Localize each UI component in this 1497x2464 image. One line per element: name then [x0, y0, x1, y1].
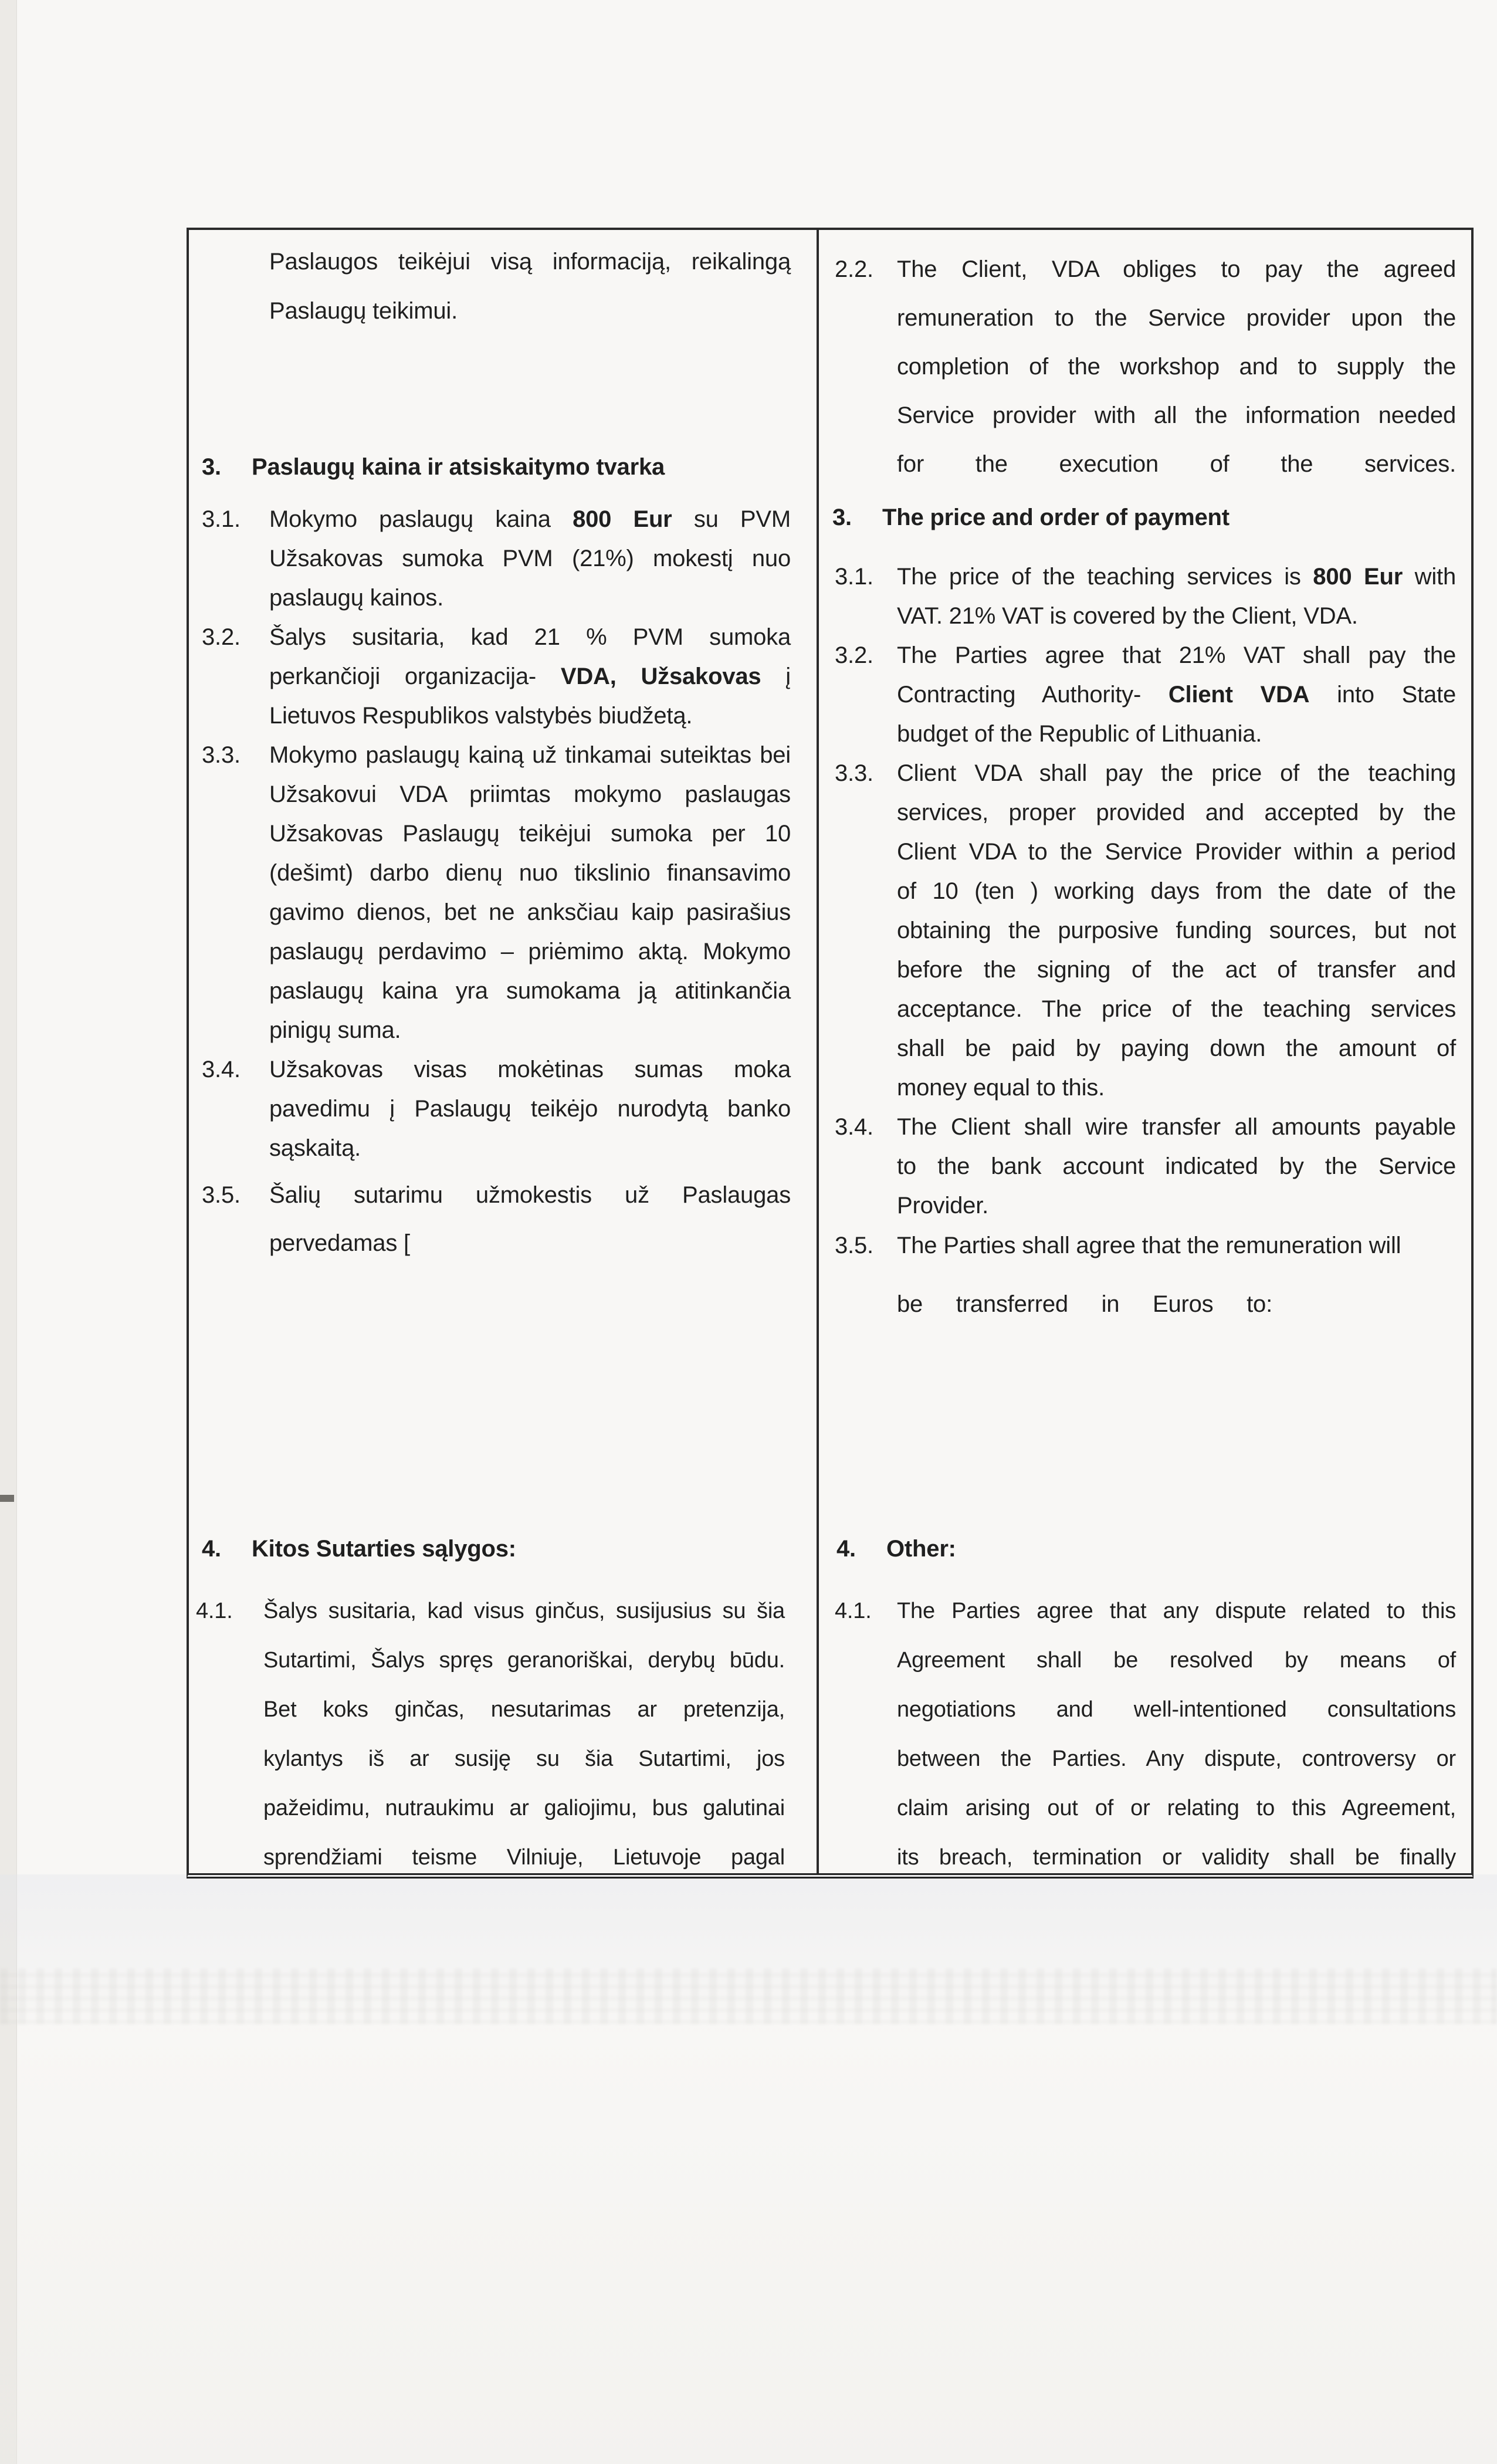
text-line: Šalys susitaria, kad visus ginčus, susijusius su šia — [263, 1599, 785, 1623]
text-line: negotiations and well-intentioned consultations — [897, 1697, 1456, 1722]
text-line: between the Parties. Any dispute, controversy or — [897, 1747, 1456, 1771]
text-line: sąskaitą. — [269, 1135, 361, 1161]
text-line: Service provider with all the information needed — [897, 402, 1456, 428]
clause-number: 3.3. — [835, 760, 873, 786]
clause-number: 3.4. — [835, 1114, 873, 1140]
text-line: budget of the Republic of Lithuania. — [897, 721, 1262, 747]
section-3-heading-lt — [202, 454, 665, 480]
text-line: (dešimt) darbo dienų nuo tikslinio finansavimo — [269, 860, 791, 886]
clause-text-line: The Parties shall agree that the remuneration will — [897, 1233, 1401, 1258]
clause-text — [897, 636, 1456, 754]
scan-edge-mark — [0, 1495, 14, 1502]
text-line: Užsakovas Paslaugų teikėjui sumoka per 10 — [269, 821, 791, 847]
section-number: 3. — [832, 505, 852, 530]
clause-text — [897, 754, 1456, 1108]
clause-number: 3.5. — [202, 1182, 241, 1208]
clause-number: 4.1. — [835, 1599, 872, 1623]
text-line: Client VDA to the Service Provider within a period — [897, 839, 1456, 865]
text-line: VAT. 21% VAT is covered by the Client, VDA. — [897, 603, 1358, 629]
scan-speckle-band — [0, 1968, 1497, 2024]
text-line: perkančioji organizacija- VDA, Užsakovas į — [269, 664, 791, 689]
text-line: Paslaugų teikimui. — [269, 298, 458, 324]
text-line: claim arising out of or relating to this Agreement, — [897, 1796, 1456, 1820]
text-line: The price of the teaching services is 800 Eur with — [897, 564, 1457, 590]
clause-text-line: be transferred in Euros to: — [897, 1291, 1272, 1317]
clause-number: 4.1. — [196, 1599, 233, 1623]
clause-number: 3.2. — [202, 624, 241, 650]
section-number: 4. — [202, 1536, 221, 1562]
clause-text — [269, 500, 791, 618]
section-number: 4. — [836, 1536, 856, 1562]
clause-number: 3.1. — [835, 564, 873, 590]
section-title: Paslaugų kaina ir atsiskaitymo tvarka — [252, 454, 665, 480]
text-line: acceptance. The price of the teaching services — [897, 996, 1456, 1022]
section-title: The price and order of payment — [882, 505, 1230, 530]
clause-2-2-en — [835, 245, 1456, 489]
text-line: for the execution of the services. — [897, 451, 1456, 477]
clause-text — [269, 736, 791, 1050]
text-line: Bet koks ginčas, nesutarimas ar pretenzija, — [263, 1697, 785, 1722]
clause-text — [897, 1586, 1456, 1882]
clause-3-2-lt — [202, 618, 791, 736]
clause-text — [263, 1586, 785, 1882]
text-line: Šalys susitaria, kad 21 % PVM sumoka — [269, 624, 791, 650]
clause-3-3-lt — [202, 736, 791, 1050]
section-4-heading-en — [836, 1536, 956, 1562]
clause-text — [897, 557, 1456, 636]
clause-4-1-en-body — [835, 1586, 1456, 1882]
text-line: Agreement shall be resolved by means of — [897, 1648, 1456, 1673]
clause-4-1-lt — [196, 1586, 792, 1882]
clause-3-4-en — [835, 1108, 1456, 1226]
text-line: services, proper provided and accepted by the — [897, 800, 1456, 825]
text-line: gavimo dienos, bet ne anksčiau kaip pasirašius — [269, 899, 791, 925]
contract-table — [187, 228, 1474, 1879]
text-line: completion of the workshop and to supply the — [897, 354, 1456, 380]
clause-text — [897, 245, 1456, 489]
text-line: The Parties agree that any dispute related to this — [897, 1599, 1456, 1623]
clauses-3-1-to-3-4-lt — [202, 500, 791, 1168]
scan-bottom-wash — [0, 2024, 1497, 2464]
text-line: paslaugų kainos. — [269, 585, 444, 611]
clause-number: 3.2. — [835, 642, 873, 668]
text-line: Client VDA shall pay the price of the teaching — [897, 760, 1456, 786]
clause-3-1-en — [835, 557, 1456, 636]
text-line: The Client shall wire transfer all amounts payable — [897, 1114, 1456, 1140]
text-line: sprendžiami teisme Vilniuje, Lietuvoje pagal — [263, 1845, 785, 1870]
clause-4-1-en — [835, 1586, 1456, 1882]
clauses-3-1-to-3-4-en — [835, 557, 1456, 1226]
text-line: Užsakovas sumoka PVM (21%) mokestį nuo — [269, 546, 791, 571]
clause-number: 3.1. — [202, 506, 241, 532]
clause-text — [269, 1050, 791, 1168]
clause-3-2-en — [835, 636, 1456, 754]
text-line: kylantys iš ar susiję su šia Sutartimi, jos — [263, 1747, 785, 1771]
clause-3-5-lt — [202, 1176, 791, 1263]
text-line: Užsakovui VDA priimtas mokymo paslaugas — [269, 781, 791, 807]
text-line: money equal to this. — [897, 1075, 1105, 1101]
text-line: of 10 (ten ) working days from the date of the — [897, 878, 1456, 904]
clause-number: 3.3. — [202, 742, 241, 768]
text-line: pažeidimu, nutraukimu ar galiojimu, bus galutinai — [263, 1796, 785, 1820]
clause-2-1-continuation-lt — [269, 237, 791, 336]
text-line: Užsakovas visas mokėtinas sumas moka — [269, 1057, 791, 1082]
clause-text — [897, 1108, 1456, 1226]
text-line: The Client, VDA obliges to pay the agreed — [897, 256, 1456, 282]
section-title: Kitos Sutarties sąlygos: — [252, 1536, 516, 1562]
clause-text-line: pervedamas [ — [269, 1230, 410, 1256]
text-line: paslaugų kaina yra sumokama ją atitinkančia — [269, 978, 791, 1004]
text-line: Contracting Authority- Client VDA into State — [897, 682, 1456, 708]
text-line: Paslaugos teikėjui visą informaciją, reikalingą — [269, 249, 791, 275]
clause-text-line: Šalių sutarimu užmokestis už Paslaugas — [269, 1182, 791, 1208]
text-line: Mokymo paslaugų kaina 800 Eur su PVM — [269, 506, 791, 532]
section-number: 3. — [202, 454, 221, 480]
clause-text — [269, 618, 791, 736]
section-3-heading-en — [832, 505, 1230, 531]
clause-number: 3.4. — [202, 1057, 241, 1082]
text-line: pavedimu į Paslaugų teikėjo nurodytą banko — [269, 1096, 791, 1122]
text-line: to the bank account indicated by the Service — [897, 1153, 1456, 1179]
text-line: obtaining the purposive funding sources, but not — [897, 918, 1456, 943]
section-title: Other: — [886, 1536, 956, 1562]
text-line: Provider. — [897, 1193, 989, 1219]
clause-number: 3.5. — [835, 1233, 873, 1258]
column-divider — [817, 230, 819, 1873]
clause-3-5-en — [835, 1226, 1456, 1324]
section-4-heading-lt — [202, 1536, 516, 1562]
clause-number: 2.2. — [835, 256, 873, 282]
text-line: Lietuvos Respublikos valstybės biudžetą. — [269, 703, 693, 729]
text-line: its breach, termination or validity shall be finally — [897, 1845, 1456, 1870]
text-line: Mokymo paslaugų kainą už tinkamai suteiktas bei — [269, 742, 791, 768]
clause-3-3-en — [835, 754, 1456, 1108]
clause-3-1-lt — [202, 500, 791, 618]
text-line: paslaugų perdavimo – priėmimo aktą. Mokymo — [269, 939, 791, 964]
text-line: shall be paid by paying down the amount of — [897, 1035, 1456, 1061]
text-line: pinigų suma. — [269, 1017, 401, 1043]
clause-4-1-lt-body — [196, 1586, 792, 1882]
clause-3-4-lt — [202, 1050, 791, 1168]
text-line: The Parties agree that 21% VAT shall pay the — [897, 642, 1456, 668]
text-line: before the signing of the act of transfer and — [897, 957, 1456, 983]
text-line: Sutartimi, Šalys spręs geranoriškai, derybų būdu. — [263, 1648, 785, 1673]
text-line: remuneration to the Service provider upon the — [897, 305, 1456, 331]
